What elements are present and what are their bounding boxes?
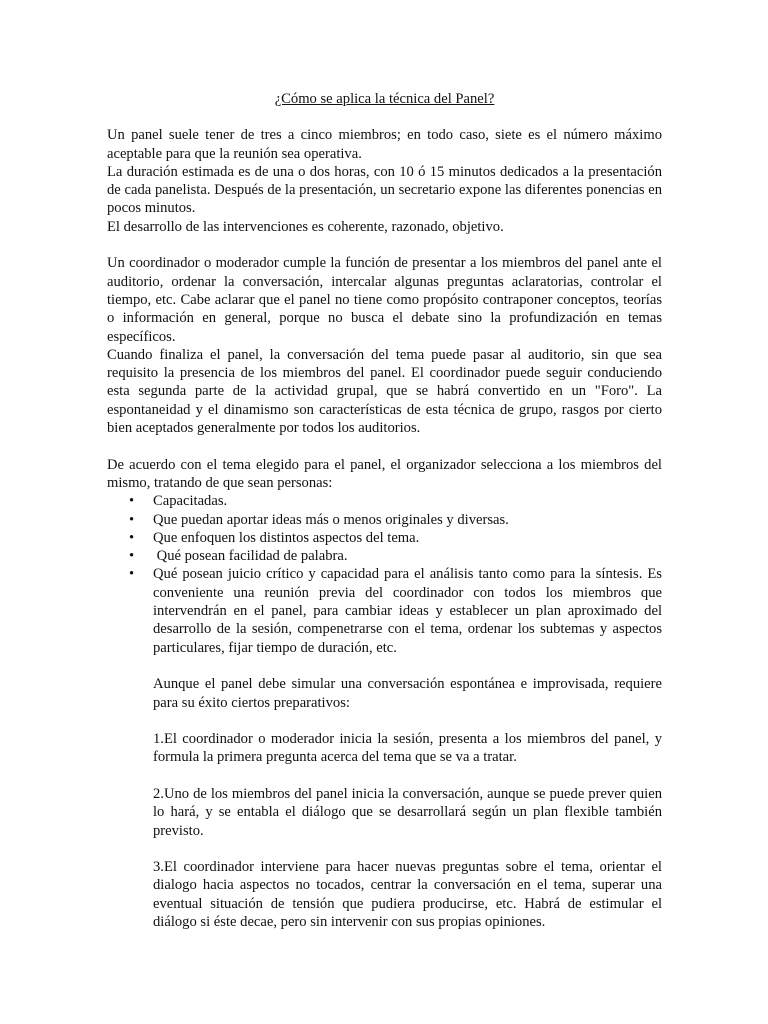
bullet-list: [107, 492, 662, 657]
paragraph-preparations: Aunque el panel debe simular una conversación espontánea e improvisada, requiere para su éxito ciertos preparativos:: [153, 676, 662, 711]
paragraph-duration: La duración estimada es de una o dos horas, con 10 ó 15 minutos dedicados a la presentación de cada panelista. Después de la presentación, un secretario expone las diferentes ponencias en pocos minutos.: [107, 163, 662, 217]
paragraph-coordinator: Un coordinador o moderador cumple la función de presentar a los miembros del panel ante el auditorio, ordenar la conversación, intercalar algunas preguntas aclaratorias, controlar el tiempo, etc. Cabe aclarar que el panel no tiene como propósito contraponer conceptos, teorías o información en general, porque no busca el debate sino la profundización en temas específicos.: [107, 255, 662, 345]
list-item: [107, 511, 662, 529]
step-3: 3.El coordinador interviene para hacer nuevas preguntas sobre el tema, orientar el dialogo hacia aspectos no tocados, centrar la conversación en el tema, superar una eventual situación de tensión que pudiera producirse, etc. Habrá de estimular el diálogo si éste decae, pero sin intervenir con sus propias opiniones.: [153, 859, 662, 931]
spacer: [107, 657, 662, 675]
paragraph-development: El desarrollo de las intervenciones es coherente, razonado, objetivo.: [107, 218, 504, 235]
paragraph-members: Un panel suele tener de tres a cinco miembros; en todo caso, siete es el número máximo aceptable para que la reunión sea operativa.: [107, 127, 662, 162]
paragraph-selection: De acuerdo con el tema elegido para el panel, el organizador selecciona a los miembros del mismo, tratando de que sean personas:: [107, 456, 662, 491]
paragraph-forum: Cuando finaliza el panel, la conversación del tema puede pasar al auditorio, sin que sea requisito la presencia de los miembros del panel. El coordinador puede seguir conduciendo esta segunda parte de la actividad grupal, que se habrá convertido en un "Foro". La espontaneidad y el dinamismo son características de esta técnica de grupo, rasgos por cierto bien aceptados generalmente por todos los auditorios.: [107, 346, 662, 437]
spacer: [107, 437, 662, 455]
bullet-icon: •: [129, 548, 135, 565]
bullet-icon: •: [129, 529, 135, 546]
step-1: 1.El coordinador o moderador inicia la sesión, presenta a los miembros del panel, y formula la primera pregunta acerca del tema que se va a tratar.: [153, 731, 662, 766]
document-title: ¿Cómo se aplica la técnica del Panel?: [274, 91, 495, 107]
bullet-icon: •: [129, 511, 135, 528]
bullet-icon: •: [129, 566, 135, 583]
bullet-icon: •: [129, 493, 135, 510]
spacer: [107, 767, 662, 785]
spacer: [107, 712, 662, 730]
list-item: [107, 565, 662, 656]
step-2: 2.Uno de los miembros del panel inicia la conversación, aunque se puede prever quien lo hará, y se entabla el diálogo que se desarrollará según un plan flexible también previsto.: [153, 785, 662, 839]
list-item-text: Que enfoquen los distintos aspectos del tema.: [153, 529, 420, 546]
list-item: [107, 547, 662, 565]
list-item: [107, 529, 662, 547]
list-item-text: Capacitadas.: [153, 493, 228, 510]
spacer: [107, 840, 662, 858]
list-item-text: Que puedan aportar ideas más o menos originales y diversas.: [153, 511, 509, 528]
list-item-text: Qué posean facilidad de palabra.: [153, 548, 348, 565]
list-item: [107, 492, 662, 510]
list-item-text: Qué posean juicio crítico y capacidad para el análisis tanto como para la síntesis. Es conveniente una reunión previa del coordinador con todos los miembros que intervendrán en el panel, para cambiar ideas y establecer un plan aproximado del desarrollo de la sesión, compenetrarse con el tema, ordenar los subtemas y aspectos particulares, fijar tiempo de duración, etc.: [153, 566, 662, 656]
spacer: [107, 236, 662, 254]
